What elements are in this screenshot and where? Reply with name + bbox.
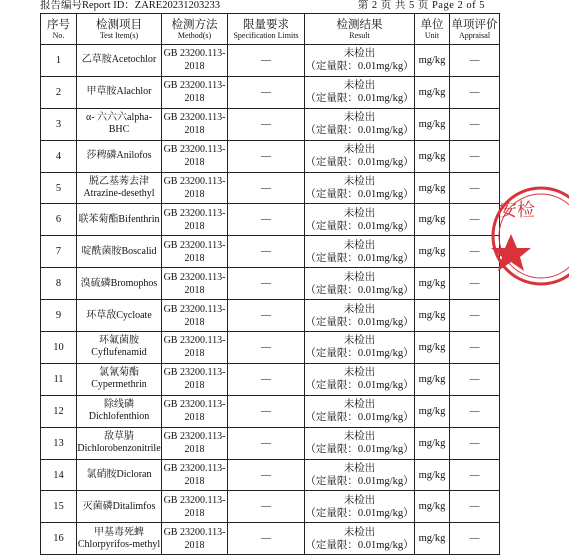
- test-method: GB 23200.113- 2018: [162, 204, 228, 236]
- row-no: 1: [41, 45, 77, 77]
- result-value: 未检出 （定量限：0.01mg/kg）: [305, 395, 415, 427]
- test-item: 环草敌Cycloate: [77, 300, 162, 332]
- result-value: 未检出 （定量限：0.01mg/kg）: [305, 491, 415, 523]
- page-info: 第 2 页 共 5 页 Page 2 of 5: [357, 0, 485, 11]
- test-method: GB 23200.113- 2018: [162, 459, 228, 491]
- limit-value: —: [228, 459, 305, 491]
- row-no: 14: [41, 459, 77, 491]
- table-row: [41, 459, 500, 491]
- test-method: GB 23200.113- 2018: [162, 300, 228, 332]
- test-item: 除线磷 Dichlofenthion: [77, 395, 162, 427]
- table-row: [41, 108, 500, 140]
- result-value: 未检出 （定量限：0.01mg/kg）: [305, 172, 415, 204]
- appraisal-value: —: [450, 491, 500, 523]
- limit-value: —: [228, 140, 305, 172]
- col-header-appraisal: 单项评价 Appraisal: [450, 14, 500, 45]
- test-item: 脱乙基莠去津 Atrazine-desethyl: [77, 172, 162, 204]
- appraisal-value: —: [450, 332, 500, 364]
- test-method: GB 23200.113- 2018: [162, 45, 228, 77]
- table-row: [41, 172, 500, 204]
- test-method: GB 23200.113- 2018: [162, 140, 228, 172]
- limit-value: —: [228, 491, 305, 523]
- unit-value: mg/kg: [415, 427, 450, 459]
- test-method: GB 23200.113- 2018: [162, 332, 228, 364]
- col-header-unit: 单位 Unit: [415, 14, 450, 45]
- test-results-table: [40, 13, 500, 555]
- appraisal-value: —: [450, 108, 500, 140]
- table-row: [41, 300, 500, 332]
- appraisal-value: —: [450, 459, 500, 491]
- unit-value: mg/kg: [415, 140, 450, 172]
- limit-value: —: [228, 45, 305, 77]
- row-no: 6: [41, 204, 77, 236]
- unit-value: mg/kg: [415, 332, 450, 364]
- row-no: 15: [41, 491, 77, 523]
- col-header-result: 检测结果 Result: [305, 14, 415, 45]
- limit-value: —: [228, 395, 305, 427]
- row-no: 16: [41, 523, 77, 555]
- row-no: 3: [41, 108, 77, 140]
- test-item: 氯硝胺Dicloran: [77, 459, 162, 491]
- appraisal-value: —: [450, 395, 500, 427]
- appraisal-value: —: [450, 363, 500, 395]
- row-no: 9: [41, 300, 77, 332]
- table-row: [41, 363, 500, 395]
- test-item: 啶酰菌胺Boscalid: [77, 236, 162, 268]
- row-no: 4: [41, 140, 77, 172]
- table-row: [41, 204, 500, 236]
- test-method: GB 23200.113- 2018: [162, 76, 228, 108]
- test-item: 溴硫磷Bromophos: [77, 268, 162, 300]
- row-no: 11: [41, 363, 77, 395]
- table-row: [41, 140, 500, 172]
- official-stamp: [489, 176, 569, 296]
- appraisal-value: —: [450, 523, 500, 555]
- result-value: 未检出 （定量限：0.01mg/kg）: [305, 427, 415, 459]
- table-row: [41, 491, 500, 523]
- result-value: 未检出 （定量限：0.01mg/kg）: [305, 268, 415, 300]
- result-value: 未检出 （定量限：0.01mg/kg）: [305, 523, 415, 555]
- row-no: 7: [41, 236, 77, 268]
- col-header-limit: 限量要求 Specification Limits: [228, 14, 305, 45]
- appraisal-value: —: [450, 204, 500, 236]
- result-value: 未检出 （定量限：0.01mg/kg）: [305, 45, 415, 77]
- test-item: 氯氰菊酯 Cypermethrin: [77, 363, 162, 395]
- table-row: [41, 523, 500, 555]
- result-value: 未检出 （定量限：0.01mg/kg）: [305, 459, 415, 491]
- limit-value: —: [228, 76, 305, 108]
- test-method: GB 23200.113- 2018: [162, 427, 228, 459]
- limit-value: —: [228, 363, 305, 395]
- unit-value: mg/kg: [415, 204, 450, 236]
- table-row: [41, 45, 500, 77]
- limit-value: —: [228, 108, 305, 140]
- unit-value: mg/kg: [415, 459, 450, 491]
- unit-value: mg/kg: [415, 172, 450, 204]
- test-item: 甲草胺Alachlor: [77, 76, 162, 108]
- test-method: GB 23200.113- 2018: [162, 268, 228, 300]
- test-method: GB 23200.113- 2018: [162, 363, 228, 395]
- test-item: 联苯菊酯Bifenthrin: [77, 204, 162, 236]
- result-value: 未检出 （定量限：0.01mg/kg）: [305, 236, 415, 268]
- unit-value: mg/kg: [415, 363, 450, 395]
- appraisal-value: —: [450, 140, 500, 172]
- row-no: 13: [41, 427, 77, 459]
- table-row: [41, 268, 500, 300]
- report-header: [40, 0, 485, 11]
- test-method: GB 23200.113- 2018: [162, 491, 228, 523]
- table-header-row: [41, 14, 500, 45]
- unit-value: mg/kg: [415, 300, 450, 332]
- test-item: 莎稗磷Anilofos: [77, 140, 162, 172]
- limit-value: —: [228, 172, 305, 204]
- unit-value: mg/kg: [415, 491, 450, 523]
- unit-value: mg/kg: [415, 523, 450, 555]
- result-value: 未检出 （定量限：0.01mg/kg）: [305, 76, 415, 108]
- row-no: 10: [41, 332, 77, 364]
- unit-value: mg/kg: [415, 395, 450, 427]
- test-method: GB 23200.113- 2018: [162, 395, 228, 427]
- appraisal-value: —: [450, 268, 500, 300]
- test-item: 敌草腈 Dichlorobenzonitrile: [77, 427, 162, 459]
- appraisal-value: —: [450, 236, 500, 268]
- result-value: 未检出 （定量限：0.01mg/kg）: [305, 332, 415, 364]
- unit-value: mg/kg: [415, 108, 450, 140]
- table-row: [41, 76, 500, 108]
- result-value: 未检出 （定量限：0.01mg/kg）: [305, 108, 415, 140]
- limit-value: —: [228, 523, 305, 555]
- table-row: [41, 395, 500, 427]
- result-value: 未检出 （定量限：0.01mg/kg）: [305, 140, 415, 172]
- test-item: 乙草胺Acetochlor: [77, 45, 162, 77]
- row-no: 8: [41, 268, 77, 300]
- limit-value: —: [228, 427, 305, 459]
- test-method: GB 23200.113- 2018: [162, 108, 228, 140]
- test-item: 环氟菌胺 Cyflufenamid: [77, 332, 162, 364]
- test-method: GB 23200.113- 2018: [162, 523, 228, 555]
- col-header-no: 序号 No.: [41, 14, 77, 45]
- unit-value: mg/kg: [415, 268, 450, 300]
- table-row: [41, 427, 500, 459]
- appraisal-value: —: [450, 45, 500, 77]
- appraisal-value: —: [450, 427, 500, 459]
- result-value: 未检出 （定量限：0.01mg/kg）: [305, 363, 415, 395]
- appraisal-value: —: [450, 76, 500, 108]
- unit-value: mg/kg: [415, 76, 450, 108]
- limit-value: —: [228, 236, 305, 268]
- limit-value: —: [228, 300, 305, 332]
- appraisal-value: —: [450, 172, 500, 204]
- appraisal-value: —: [450, 300, 500, 332]
- test-item: 灭菌磷Ditalimfos: [77, 491, 162, 523]
- table-row: [41, 332, 500, 364]
- result-value: 未检出 （定量限：0.01mg/kg）: [305, 300, 415, 332]
- test-method: GB 23200.113- 2018: [162, 236, 228, 268]
- limit-value: —: [228, 268, 305, 300]
- table-row: [41, 236, 500, 268]
- result-value: 未检出 （定量限：0.01mg/kg）: [305, 204, 415, 236]
- limit-value: —: [228, 204, 305, 236]
- report-id: 报告编号Report ID：ZARE20231203233: [40, 0, 220, 11]
- svg-text:安检: 安检: [499, 200, 535, 221]
- test-method: GB 23200.113- 2018: [162, 172, 228, 204]
- row-no: 5: [41, 172, 77, 204]
- col-header-method: 检测方法 Method(s): [162, 14, 228, 45]
- limit-value: —: [228, 332, 305, 364]
- unit-value: mg/kg: [415, 45, 450, 77]
- test-item: α- 六六六alpha- BHC: [77, 108, 162, 140]
- test-item: 甲基毒死蜱 Chlorpyrifos-methyl: [77, 523, 162, 555]
- row-no: 12: [41, 395, 77, 427]
- col-header-item: 检测项目 Test Item(s): [77, 14, 162, 45]
- row-no: 2: [41, 76, 77, 108]
- unit-value: mg/kg: [415, 236, 450, 268]
